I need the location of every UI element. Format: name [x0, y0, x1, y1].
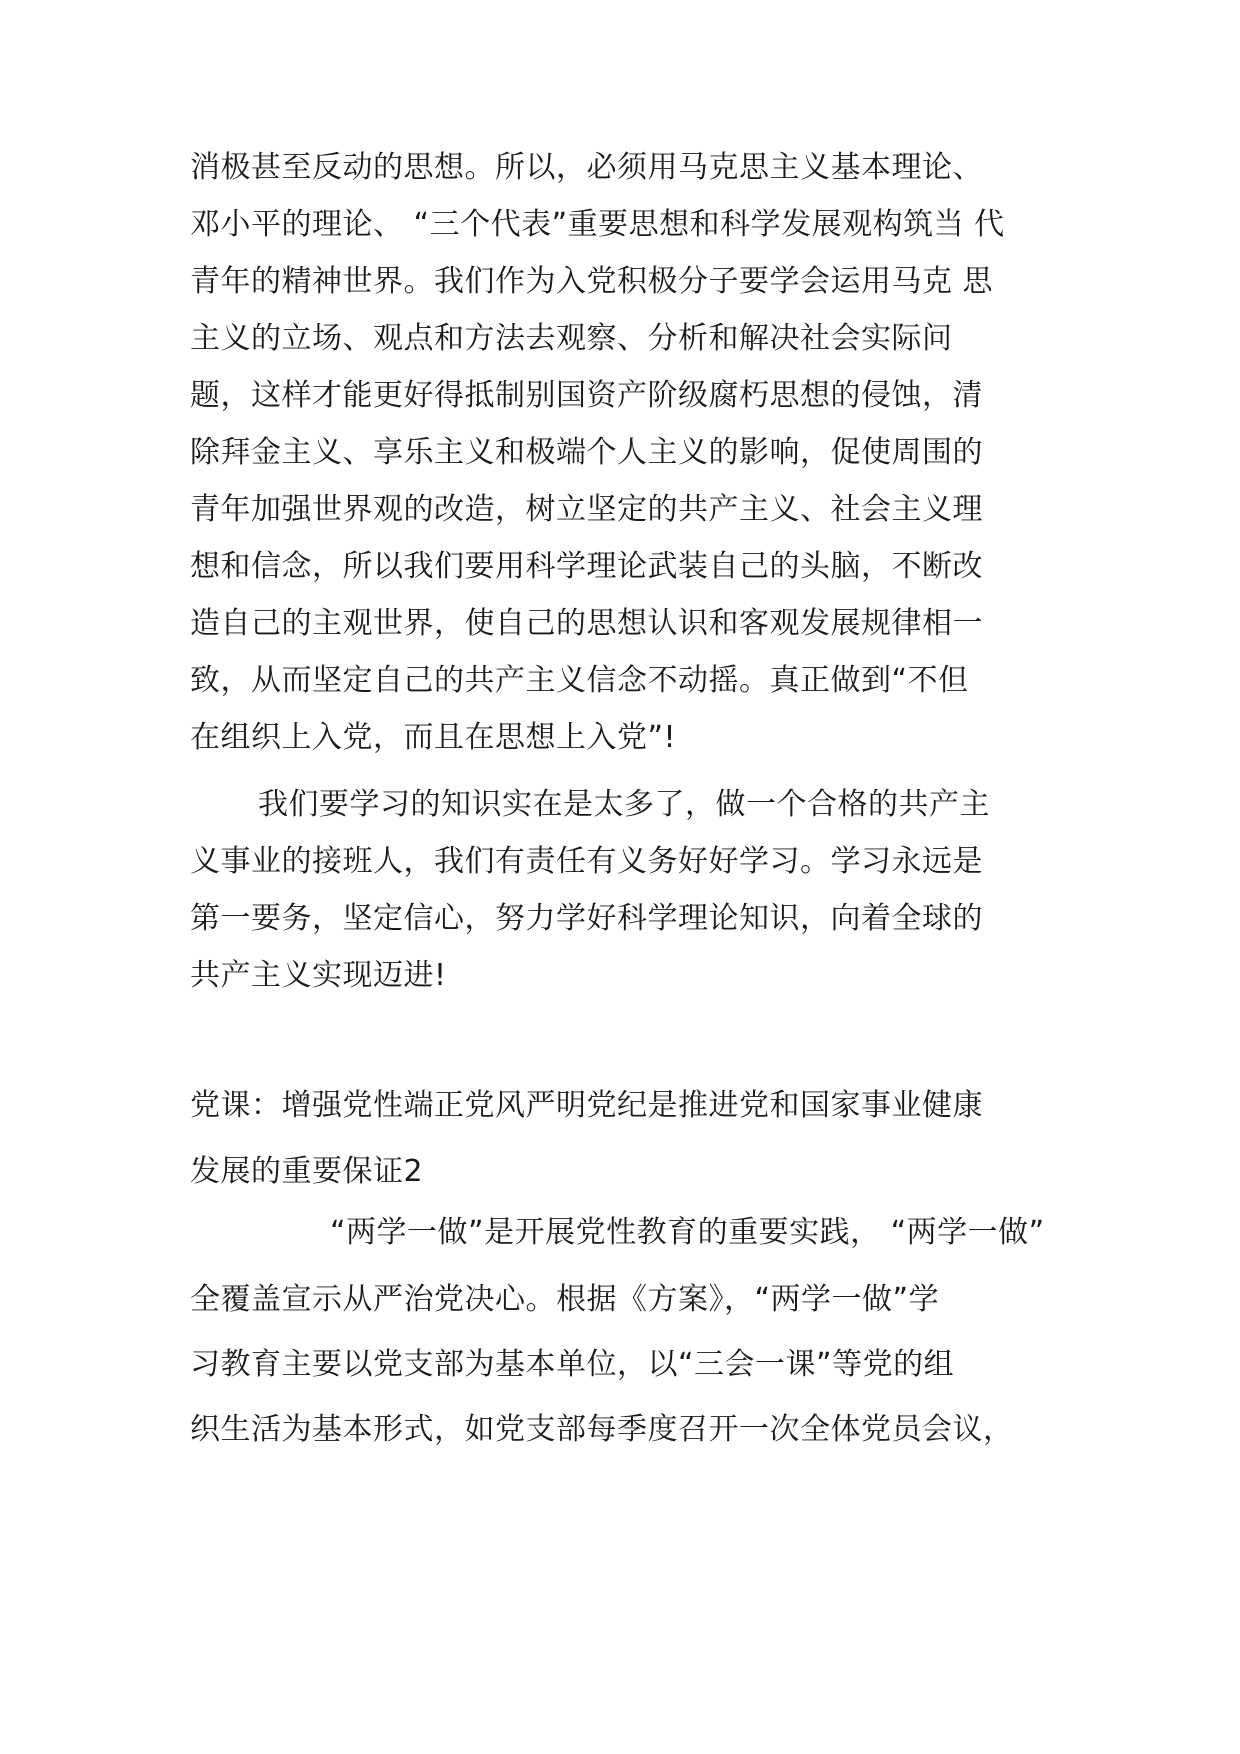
section-heading: 发展的重要保证2	[190, 1154, 424, 1189]
paragraph-line: 共产主义实现迈进!	[190, 958, 447, 993]
paragraph-line: “两学一做”是开展党性教育的重要实践， “两学一做”	[330, 1215, 1045, 1250]
paragraph-line: 习教育主要以党支部为基本单位，以“三会一课”等党的组	[190, 1347, 955, 1382]
paragraph-line: 织生活为基本形式，如党支部每季度召开一次全体党员会议，	[190, 1412, 1014, 1447]
paragraph-line: 造自己的主观世界，使自己的思想认识和客观发展规律相一	[190, 606, 983, 641]
paragraph-line: 全覆盖宣示从严治党决心。根据《方案》，“两学一做”学	[190, 1282, 940, 1317]
paragraph-line: 除拜金主义、享乐主义和极端个人主义的影响，促使周围的	[190, 435, 983, 470]
paragraph-line: 消极甚至反动的思想。所以，必须用马克思主义基本理论、	[190, 150, 983, 185]
paragraph-line: 题，这样才能更好得抵制别国资产阶级腐朽思想的侵蚀，清	[190, 378, 983, 413]
paragraph-line: 主义的立场、观点和方法去观察、分析和解决社会实际问	[190, 321, 953, 356]
paragraph-line: 致，从而坚定自己的共产主义信念不动摇。真正做到“不但	[190, 663, 969, 698]
paragraph-line: 想和信念，所以我们要用科学理论武装自己的头脑，不断改	[190, 549, 983, 584]
paragraph-line: 第一要务，坚定信心，努力学好科学理论知识，向着全球的	[190, 901, 983, 936]
paragraph-line: 义事业的接班人，我们有责任有义务好好学习。学习永远是	[190, 844, 983, 879]
paragraph-line: 我们要学习的知识实在是太多了，做一个合格的共产主	[258, 787, 990, 822]
paragraph-line: 在组织上入党，而且在思想上入党”!	[190, 720, 677, 755]
paragraph-line: 邓小平的理论、 “三个代表”重要思想和科学发展观构筑当 代	[190, 207, 1005, 242]
section-heading: 党课：增强党性端正党风严明党纪是推进党和国家事业健康	[190, 1088, 983, 1123]
paragraph-line: 青年加强世界观的改造，树立坚定的共产主义、社会主义理	[190, 492, 983, 527]
paragraph-line: 青年的精神世界。我们作为入党积极分子要学会运用马克 思	[190, 264, 994, 299]
